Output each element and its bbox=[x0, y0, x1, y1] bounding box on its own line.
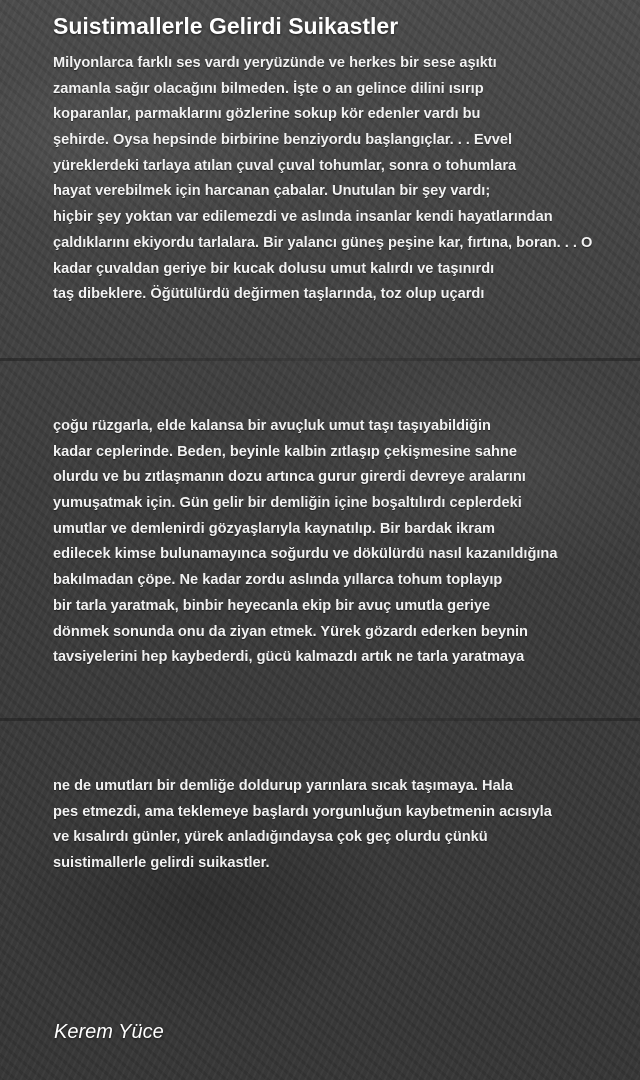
poem-line: dönmek sonunda onu da ziyan etmek. Yürek gözardı ederken beynin bbox=[53, 623, 528, 640]
poem-line: ve kısalırdı günler, yürek anladığındaysa çok geç olurdu çünkü bbox=[53, 829, 488, 846]
poem-stanza-2 bbox=[53, 414, 557, 671]
poem-title: Suistimallerle Gelirdi Suikastler bbox=[53, 13, 399, 39]
poem-author: Kerem Yüce bbox=[54, 1021, 164, 1043]
poem-line: tavsiyelerini hep kaybederdi, gücü kalmazdı artık ne tarla yaratmaya bbox=[53, 649, 525, 666]
poem-line: hayat verebilmek için harcanan çabalar. Unutulan bir şey vardı; bbox=[53, 183, 491, 200]
poem-line: hiçbir şey yoktan var edilemezdi ve aslında insanlar kendi hayatlarından bbox=[53, 209, 553, 226]
poem-stanza-3 bbox=[53, 774, 552, 877]
poem-line: ne de umutları bir demliğe doldurup yarınlara sıcak taşımaya. Hala bbox=[53, 778, 513, 794]
poem-line: çaldıklarını ekiyordu tarlalara. Bir yalancı güneş peşine kar, fırtına, boran. . . O bbox=[53, 234, 593, 251]
poem-line: edilecek kimse bulunamayınca soğurdu ve dökülürdü nasıl kazanıldığına bbox=[53, 546, 558, 563]
poem-line: umutlar ve demlenirdi gözyaşlarıyla kaynatılıp. Bir bardak ikram bbox=[53, 520, 496, 537]
poem-line: yumuşatmak için. Gün gelir bir demliğin içine boşaltılırdı ceplerdeki bbox=[53, 495, 522, 512]
poem-line: çoğu rüzgarla, elde kalansa bir avuçluk umut taşı taşıyabildiğin bbox=[53, 418, 491, 434]
section-divider bbox=[0, 718, 640, 721]
poem-line: bir tarla yaratmak, binbir heyecanla ekip bir avuç umutla geriye bbox=[53, 597, 491, 614]
poem-line: koparanlar, parmaklarını gözlerine sokup kör edenler vardı bu bbox=[53, 106, 481, 123]
poem-line: yüreklerdeki tarlaya atılan çuval çuval tohumlar, sonra o tohumlara bbox=[53, 157, 517, 174]
poem-line: şehirde. Oysa hepsinde birbirine benziyordu başlangıçlar. . . Evvel bbox=[53, 132, 513, 149]
poem-line: bakılmadan çöpe. Ne kadar zordu aslında yıllarca tohum toplayıp bbox=[53, 572, 503, 589]
poem-line: olurdu ve bu zıtlaşmanın dozu artınca gurur girerdi devreye aralarını bbox=[53, 469, 526, 486]
poem-line: Milyonlarca farklı ses vardı yeryüzünde ve herkes bir sese aşıktı bbox=[53, 55, 497, 71]
section-divider bbox=[0, 358, 640, 361]
poem-line: kadar çuvaldan geriye bir kucak dolusu umut kalırdı ve taşınırdı bbox=[53, 260, 495, 277]
poem-line: suistimallerle gelirdi suikastler. bbox=[53, 855, 270, 872]
poem-stanza-1 bbox=[53, 51, 592, 308]
poem-line: kadar ceplerinde. Beden, beyinle kalbin zıtlaşıp çekişmesine sahne bbox=[53, 443, 517, 460]
poem-line: taş dibeklere. Öğütülürdü değirmen taşlarında, toz olup uçardı bbox=[53, 286, 485, 303]
poem-line: zamanla sağır olacağını bilmeden. İşte o an gelince dilini ısırıp bbox=[53, 80, 484, 97]
poem-line: pes etmezdi, ama teklemeye başlardı yorgunluğun kaybetmenin acısıyla bbox=[53, 803, 552, 820]
